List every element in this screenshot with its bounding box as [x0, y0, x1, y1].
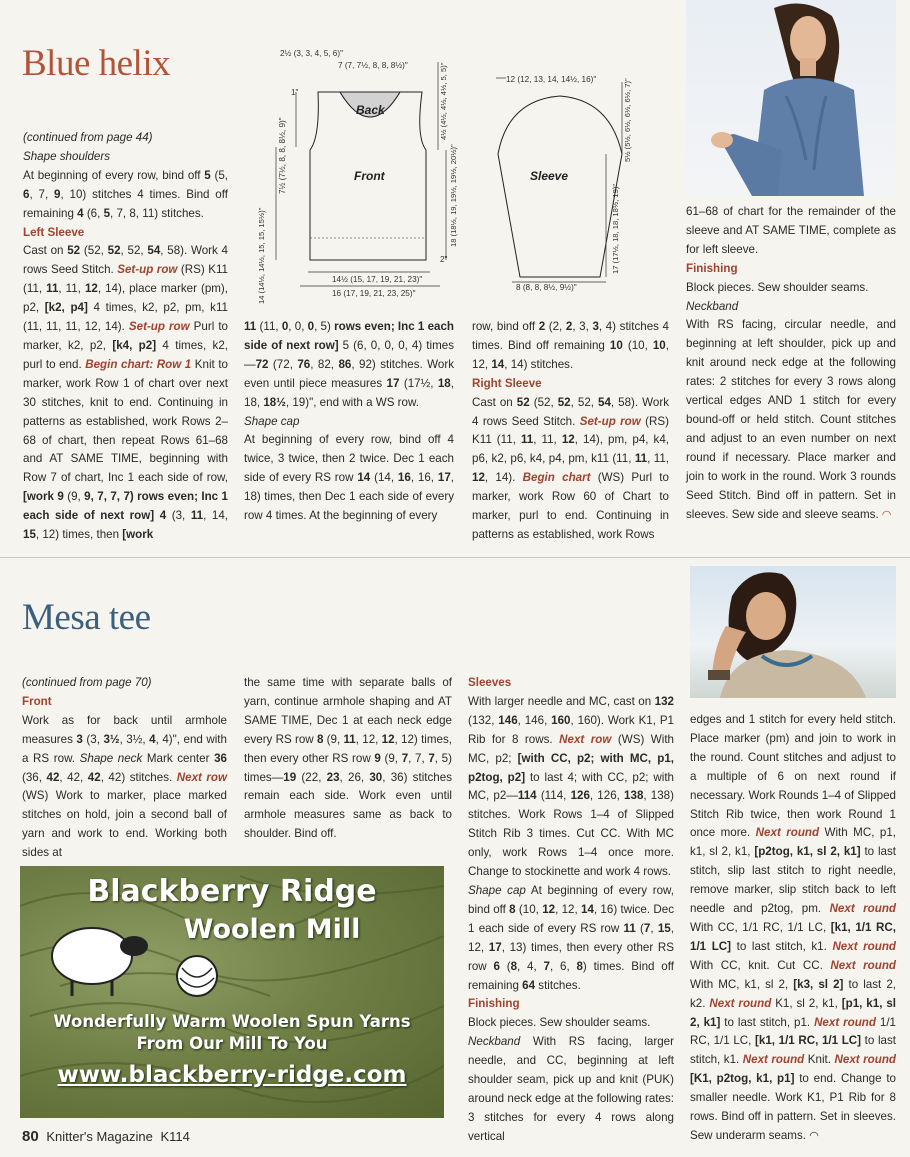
- blue-helix-column-3: [472, 318, 669, 545]
- right-sleeve-heading: Right Sleeve: [472, 376, 542, 390]
- sleeve-continued-instructions: 11 (11, 0, 0, 0, 5) rows even; Inc 1 each side of next row] 5 (6, 0, 0, 0, 4) times—72 (72, 76, 82, 86, 92) stitches. Work even until piece measures 17 (17½, 18, 18, 18½, 19)", end with a WS row.: [244, 320, 454, 409]
- ad-line-2: Woolen Mill: [183, 914, 361, 945]
- mesa-tee-title: Mesa tee: [22, 597, 151, 638]
- mesa-tee-column-4: [690, 711, 896, 1146]
- shape-cap-heading: Shape cap: [244, 414, 300, 428]
- sleeve-label: Sleeve: [530, 169, 569, 183]
- hem-depth-label: 2": [440, 255, 448, 264]
- cap-bindoff-instructions: row, bind off 2 (2, 2, 3, 3, 4) stitches 4 times. Bind off remaining 10 (10, 10, 12, 14, 14) stitches.: [472, 320, 670, 371]
- top-width-label: 2½ (3, 3, 4, 5, 6)": [280, 49, 343, 58]
- neck-depth-label: 1": [291, 88, 299, 97]
- armhole-depth-label: 7½ (7½, 8, 8, 8½, 9)": [278, 117, 287, 194]
- neckband-instructions: With RS facing, circular needle, and beginning at left shoulder, pick up and knit around neck edge at the following rates: 2 stitches for every 3 rows along vertical edges AND 1 stitch for every bound-off or held stitch. Count stitches and adjust to an even number on next round if necessary. Place marker and join to work in the round. Work 3 rounds Seed Stitch. Bind off in pattern. Set in sleeves. Sew side and sleeve seams. ◠: [686, 318, 896, 521]
- sleeves-heading: Sleeves: [468, 676, 512, 689]
- sleeve-piece-outline: [498, 96, 622, 277]
- mesa-tee-model-photo: [690, 566, 896, 698]
- blue-helix-column-4: [686, 203, 896, 524]
- page-number: 80: [22, 1128, 39, 1145]
- finishing-heading: Finishing: [686, 261, 738, 275]
- finishing-instructions: Block pieces. Sew shoulder seams.: [686, 280, 869, 294]
- shape-shoulders-heading: Shape shoulders: [23, 149, 111, 163]
- shape-cap-instructions: At beginning of every row, bind off 4 twice, 3 twice, then 2 twice. Dec 1 each side of every RS row 14 (14, 16, 16, 17, 18) times, then Dec 1 each side of every row 4 times. At the beginning of every: [244, 433, 455, 523]
- ad-line-4: From Our Mill To You: [136, 1034, 328, 1053]
- blue-helix-column-2: [244, 318, 454, 526]
- page-footer: [22, 1128, 190, 1145]
- mesa-neckband-continued: edges and 1 stitch for every held stitch. Place marker (pm) and join to work in the round. Count stitches and adjust to a multiple of 6 on next round if necessary. Work Rounds 1–4 of Slipped Stitch Rib twice, then work Round 1 once more. Next round With MC, p1, k1, sl 2, k1, [p2tog, k1, sl 2, k1] to last stitch, slip last stitch to right needle, remove marker, slip stitch back to left needle and p2tog, pm. Next round With CC, 1/1 RC, 1/1 LC, [k1, 1/1 RC, 1/1 LC] to last stitch, k1. Next round With CC, knit. Cut CC. Next round With MC, k1, sl 2, [k3, sl 2] to last 2, k2. Next round K1, sl 2, k1, [p1, k1, sl 2, k1] to last stitch, p1. Next round 1/1 RC, 1/1 LC, [k1, 1/1 RC, 1/1 LC] to last stitch, k1. Next round Knit. Next round [K1, p2tog, k1, p1] to end. Change to smaller needle. Work K1, P1 Rib for 8 rows. Bind off in pattern. Set in sleeves. Sew underarm seams. ◠: [690, 713, 897, 1142]
- sleeve-finish-instructions: 61–68 of chart for the remainder of the sleeve and AT SAME TIME, complete as for left sleeve.: [686, 205, 896, 256]
- section-divider: [0, 557, 910, 558]
- waist-width-label: 14½ (15, 17, 19, 21, 23)": [332, 275, 423, 284]
- end-mark-icon: ◠: [881, 508, 892, 521]
- hip-width-label: 16 (17, 19, 21, 23, 25)": [332, 289, 416, 298]
- sleeve-length-label: 17 (17½, 18, 18, 18½, 19)": [611, 183, 620, 274]
- mesa-tee-column-3: [468, 674, 674, 1147]
- front-instructions: Work as for back until armhole measures 3 (3, 3½, 3½, 4, 4)", end with a RS row. Shape neck Mark center 36 (36, 42, 42, 42, 42) stitches. Next row (WS) Work to marker, place marked stitches on hold, join a second ball of yarn and work to end. Working both sides at: [22, 713, 228, 860]
- left-sleeve-instructions: Cast on 52 (52, 52, 52, 54, 58). Work 4 rows Seed Stitch. Set-up row (RS) K11 (11, 11, 11, 12, 14), place marker (pm), p2, [k2, p4] 4 times, k2, p2, pm, k11 (11, 11, 11, 12, 14). Set-up row Purl to marker, k2, p2, [k4, p2] 4 times, k2, purl to end. Begin chart: Row 1 Knit to marker, work Row 1 of chart over next 30 stitches, knit to end. Continuing in patterns as established, work Rows 2–68 of chart, then repeat Rows 61–68 and AT SAME TIME, beginning with Row 7 of chart, Inc 1 each side of row, [work 9 (9, 9, 7, 7, 7) rows even; Inc 1 each side of next row] 4 (3, 11, 14, 15, 12) times, then [work: [23, 244, 229, 542]
- cap-depth-label: 5½ (5½, 6½, 6½, 6½, 7)": [623, 78, 632, 162]
- mesa-shape-cap-instructions: Shape cap At beginning of every row, bind off 8 (10, 12, 12, 14, 16) twice. Dec 1 each side of every RS row 11 (7, 15, 12, 17, 13) times, then every other RS row 6 (8, 4, 7, 6, 8) times. Bind off remaining 64 stitches.: [468, 883, 675, 992]
- front-label: Front: [354, 169, 385, 183]
- shoulder-depth-label: 4½ (4½, 4½, 4½, 5, 5)": [439, 62, 448, 140]
- ad-url-link[interactable]: www.blackberry-ridge.com: [57, 1062, 407, 1088]
- end-mark-icon: ◠: [809, 1129, 819, 1142]
- sleeves-instructions: With larger needle and MC, cast on 132 (132, 146, 146, 160, 160). Work K1, P1 Rib for 8 rows. Next row (WS) With MC, p2; [with CC, p2; with MC, p1, p2tog, p2] to last 4; with CC, p2; with MC, p2—114 (114, 126, 126, 138, 138) stitches. Work Rows 1–4 of Slipped Stitch Rib 3 times. Cut CC. With MC only, work Rows 1–4 once more. Change to stockinette and work 4 rows.: [468, 694, 675, 879]
- side-length-label: 14 (14½, 14½, 15, 15, 15½)": [257, 207, 266, 304]
- total-length-label: 18 (18½, 19, 19½, 19½, 20½)": [449, 144, 458, 247]
- mesa-finishing-instructions: Block pieces. Sew shoulder seams.: [468, 1016, 651, 1030]
- issue-number: K114: [160, 1129, 190, 1144]
- mesa-continued-note: (continued from page 70): [22, 676, 152, 689]
- shoulders-instructions: At beginning of every row, bind off 5 (5, 6, 7, 9, 10) stitches 4 times. Bind off remaining 4 (6, 5, 7, 8, 11) stitches.: [23, 168, 228, 220]
- mesa-neckband-instructions: Neckband With RS facing, larger needle, and CC, beginning at left shoulder seam, pick up and knit (PUK) around neck edge at the following rates: 3 stitches for every 4 rows along vertical: [468, 1035, 674, 1143]
- blue-helix-column-1: [23, 129, 228, 545]
- continued-note: (continued from page 44): [23, 131, 153, 144]
- left-sleeve-heading: Left Sleeve: [23, 225, 85, 239]
- neck-shaping-instructions: the same time with separate balls of yarn, continue armhole shaping and AT SAME TIME, Dec 1 at each neck edge every RS row 8 (9, 11, 12, 12, 12) times, then every other RS row 9 (9, 7, 7, 7, 5) times—19 (22, 23, 26, 30, 36) stitches remain each side. Work even until armhole measures same as back to shoulder. Bind off.: [244, 676, 452, 841]
- ad-line-3: Wonderfully Warm Woolen Spun Yarns: [53, 1012, 411, 1031]
- sleeve-top-label: 12 (12, 13, 14, 14½, 16)": [506, 75, 597, 84]
- neckband-heading: Neckband: [686, 299, 739, 313]
- back-label: Back: [356, 103, 385, 117]
- ad-line-1: Blackberry Ridge: [87, 874, 377, 909]
- mesa-tee-column-1: [22, 674, 227, 863]
- blue-helix-schematic: [250, 42, 680, 304]
- mesa-finishing-heading: Finishing: [468, 997, 520, 1011]
- neck-width-label: 7 (7, 7½, 8, 8, 8½)": [338, 61, 408, 70]
- mesa-tee-column-2: [244, 674, 452, 844]
- blue-helix-title: Blue helix: [22, 43, 171, 84]
- right-sleeve-instructions: Cast on 52 (52, 52, 52, 54, 58). Work 4 rows Seed Stitch. Set-up row (RS) K11 (11, 11, 11, 12, 14), pm, p4, k4, p6, k2, p6, k4, p4, pm, k11 (11, 11, 11, 12, 14). Begin chart (WS) Purl to marker, work Row 60 of Chart to marker, purl to end. Continuing in patterns as established, work Rows: [472, 395, 670, 541]
- front-heading: Front: [22, 694, 52, 708]
- cuff-width-label: 8 (8, 8, 8½, 9½)": [516, 283, 577, 292]
- blue-helix-model-photo: [686, 0, 896, 196]
- magazine-name: Knitter's Magazine: [46, 1129, 153, 1144]
- blackberry-ridge-ad[interactable]: [20, 866, 444, 1118]
